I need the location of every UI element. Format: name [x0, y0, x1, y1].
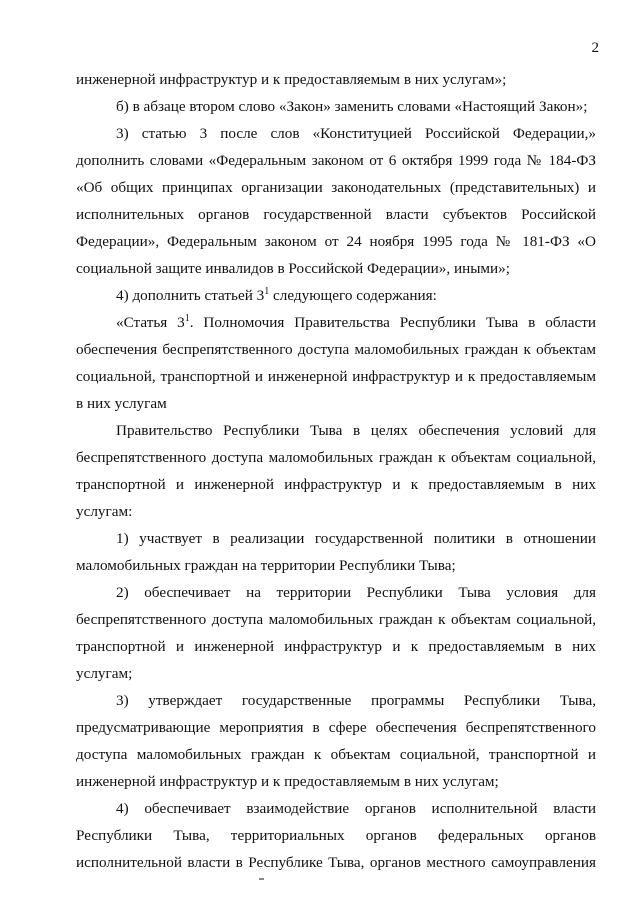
text-line: 4) обеспечивает взаимодействие органов исполнительной власти: [116, 800, 596, 817]
text-fragment: следующего содержания:: [269, 287, 437, 304]
text-line: «Об общих принципах организации законодательных (представительных) и: [76, 179, 596, 196]
text-line: Федерации», Федеральным законом от 24 ноября 1995 года № 181-ФЗ «О: [76, 233, 596, 250]
text-line: [76, 282, 596, 309]
document-body: [76, 66, 596, 876]
text-line: доступа маломобильных граждан к объектам социальной, транспортной и: [76, 746, 596, 763]
text-line: [76, 309, 596, 336]
text-line: транспортной и инженерной инфраструктур и к предоставляемым в них: [76, 476, 596, 493]
text-line: дополнить словами «Федеральным законом от 6 октября 1999 года № 184-ФЗ: [76, 152, 596, 169]
text-line: социальной, транспортной и инженерной инфраструктур и к предоставляемым: [76, 368, 596, 385]
text-line: в них услугам: [76, 395, 167, 412]
text-line: беспрепятственного доступа маломобильных граждан к объектам социальной,: [76, 611, 596, 628]
text-line: Правительство Республики Тыва в целях обеспечения условий для: [116, 422, 596, 439]
text-line: 3) статью 3 после слов «Конституцией Российской Федерации,»: [116, 125, 596, 142]
page-number: 2: [591, 40, 599, 56]
text-line: маломобильных граждан на территории Республики Тыва;: [76, 557, 456, 574]
text-line: б) в абзаце втором слово «Закон» заменить словами «Настоящий Закон»;: [116, 98, 588, 115]
superscript: 1: [184, 312, 190, 324]
text-line: 1) участвует в реализации государственной политики в отношении: [116, 530, 596, 547]
text-line: Республики Тыва, территориальных органов федеральных органов: [76, 827, 596, 844]
text-line: 2) обеспечивает на территории Республики Тыва условия для: [116, 584, 596, 601]
text-line: социальной защите инвалидов в Российской Федерации», иными»;: [76, 260, 510, 277]
text-line: исполнительной власти в Республике Тыва, органов местного самоуправления: [76, 854, 596, 871]
text-line: 3) утверждает государственные программы Республики Тыва,: [116, 692, 596, 709]
text-fragment: 4) дополнить статьей 3: [116, 287, 265, 304]
text-fragment: . Полномочия Правительства Республики Тыва в области: [189, 314, 596, 331]
text-line: транспортной и инженерной инфраструктур и к предоставляемым в них: [76, 638, 596, 655]
text-line: предусматривающие мероприятия в сфере обеспечения беспрепятственного: [76, 719, 596, 736]
scan-mark: [259, 878, 264, 880]
text-line: исполнительных органов государственной власти субъектов Российской: [76, 206, 596, 223]
text-line: беспрепятственного доступа маломобильных граждан к объектам социальной,: [76, 449, 596, 466]
text-line: инженерной инфраструктур и к предоставляемым в них услугам»;: [76, 71, 507, 88]
superscript: 1: [264, 285, 270, 297]
text-fragment: «Статья 3: [116, 314, 185, 331]
text-line: услугам;: [76, 665, 133, 682]
text-line: услугам:: [76, 503, 133, 520]
text-line: обеспечения беспрепятственного доступа маломобильных граждан к объектам: [76, 341, 596, 358]
text-line: инженерной инфраструктур и к предоставляемым в них услугам;: [76, 773, 499, 790]
